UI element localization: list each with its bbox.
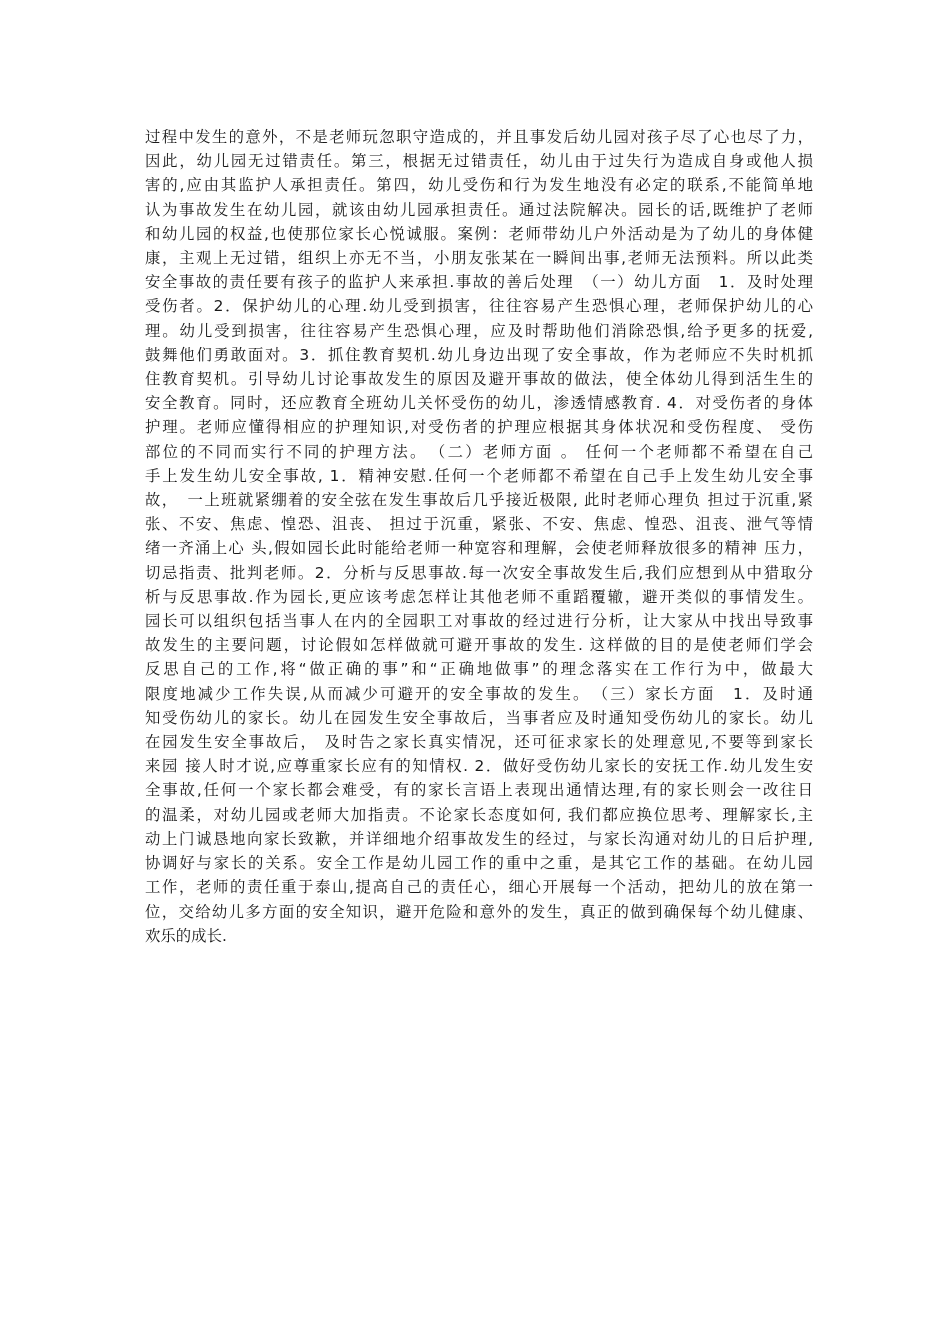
text-line: 部位的不同而实行不同的护理方法。 （二）老师方面 。 任何一个老师都不希望在自己 — [145, 442, 813, 461]
text-line: 过程中发生的意外，不是老师玩忽职守造成的，并且事发后幼儿园对孩子尽了心也尽了力， — [145, 128, 813, 146]
text-line: 在园发生安全事故后， 及时告之家长真实情况，还可征求家长的处理意见,不要等到家长 — [145, 733, 813, 752]
text-line: 知受伤幼儿的家长。幼儿在园发生安全事故后，当事者应及时通知受伤幼儿的家长。幼儿 — [145, 708, 813, 727]
text-line: 反思自己的工作,将“做正确的事”和“正确地做事”的理念落实在工作行为中，做最大 — [145, 660, 813, 679]
text-line: 住教育契机。引导幼儿讨论事故发生的原因及避开事故的做法，使全体幼儿得到活生生的 — [145, 370, 813, 389]
text-line: 动上门诚恳地向家长致歉，并详细地介绍事故发生的经过，与家长沟通对幼儿的日后护理, — [145, 829, 813, 848]
text-line: 理。幼儿受到损害，往往容易产生恐惧心理，应及时帮助他们消除恐惧,给予更多的抚爱, — [145, 321, 813, 340]
text-line: 安全事故的责任要有孩子的监护人来承担.事故的善后处理 （一）幼儿方面 1．及时处理 — [145, 273, 813, 292]
text-line: 张、不安、焦虑、惶恐、沮丧、 担过于沉重，紧张、不安、焦虑、惶恐、沮丧、泄气等情 — [145, 515, 813, 534]
text-line: 手上发生幼儿安全事故, 1．精神安慰.任何一个老师都不希望在自己手上发生幼儿安全事 — [145, 466, 813, 485]
text-line: 工作，老师的责任重于泰山,提高自己的责任心，细心开展每一个活动，把幼儿的放在第一 — [145, 878, 813, 897]
text-line: 护理。老师应懂得相应的护理知识,对受伤者的护理应根据其身体状况和受伤程度、 受伤 — [145, 418, 813, 437]
body-text — [145, 125, 813, 948]
text-line: 全事故,任何一个家长都会难受，有的家长言语上表现出通情达理,有的家长则会一改往日 — [145, 781, 813, 800]
text-line: 故， 一上班就紧绷着的安全弦在发生事故后几乎接近极限, 此时老师心理负 担过于沉重,紧 — [145, 491, 813, 510]
text-line: 协调好与家长的关系。安全工作是幼儿园工作的重中之重，是其它工作的基础。在幼儿园 — [145, 854, 813, 873]
text-line: 园长可以组织包括当事人在内的全园职工对事故的经过进行分析，让大家从中找出导致事 — [145, 612, 813, 631]
text-line: 害的,应由其监护人承担责任。第四，幼儿受伤和行为发生地没有必定的联系,不能简单地 — [145, 176, 813, 195]
text-line: 限度地减少工作失误,从而减少可避开的安全事故的发生。 （三）家长方面 1．及时通 — [145, 684, 813, 703]
text-line: 故发生的主要问题，讨论假如怎样做就可避开事故的发生. 这样做的目的是使老师们学会 — [145, 636, 813, 655]
text-line: 的温柔，对幼儿园或老师大加指责。不论家长态度如何, 我们都应换位思考、理解家长,主 — [145, 805, 813, 824]
text-line: 来园 接人时才说,应尊重家长应有的知情权. 2．做好受伤幼儿家长的安抚工作.幼儿发生安 — [145, 757, 813, 776]
text-line: 因此，幼儿园无过错责任。第三，根据无过错责任，幼儿由于过失行为造成自身或他人损 — [145, 152, 813, 171]
text-line: 欢乐的成长. — [145, 926, 227, 945]
text-line: 安全教育。同时，还应教育全班幼儿关怀受伤的幼儿，渗透情感教育. 4．对受伤者的身体 — [145, 394, 813, 413]
text-line: 析与反思事故.作为园长,更应该考虑怎样让其他老师不重蹈覆辙，避开类似的事情发生。 — [145, 587, 813, 606]
text-line: 受伤者。2．保护幼儿的心理.幼儿受到损害，往往容易产生恐惧心理，老师保护幼儿的心 — [145, 297, 813, 316]
text-line: 切忌指责、批判老师。2．分析与反思事故.每一次安全事故发生后,我们应想到从中猎取分 — [145, 563, 813, 582]
text-line: 绪一齐涌上心 头,假如园长此时能给老师一种宽容和理解，会使老师释放很多的精神 压力， — [145, 539, 813, 558]
text-line: 康，主观上无过错，组织上亦无不当，小朋友张某在一瞬间出事,老师无法预料。所以此类 — [145, 249, 813, 268]
text-line: 和幼儿园的权益,也使那位家长心悦诚服。案例：老师带幼儿户外活动是为了幼儿的身体健 — [145, 224, 813, 243]
text-line: 位，交给幼儿多方面的安全知识，避开危险和意外的发生，真正的做到确保每个幼儿健康、 — [145, 902, 813, 921]
text-line: 鼓舞他们勇敢面对。3．抓住教育契机.幼儿身边出现了安全事故，作为老师应不失时机抓 — [145, 345, 813, 364]
text-line: 认为事故发生在幼儿园，就该由幼儿园承担责任。通过法院解决。园长的话,既维护了老师 — [145, 200, 813, 219]
